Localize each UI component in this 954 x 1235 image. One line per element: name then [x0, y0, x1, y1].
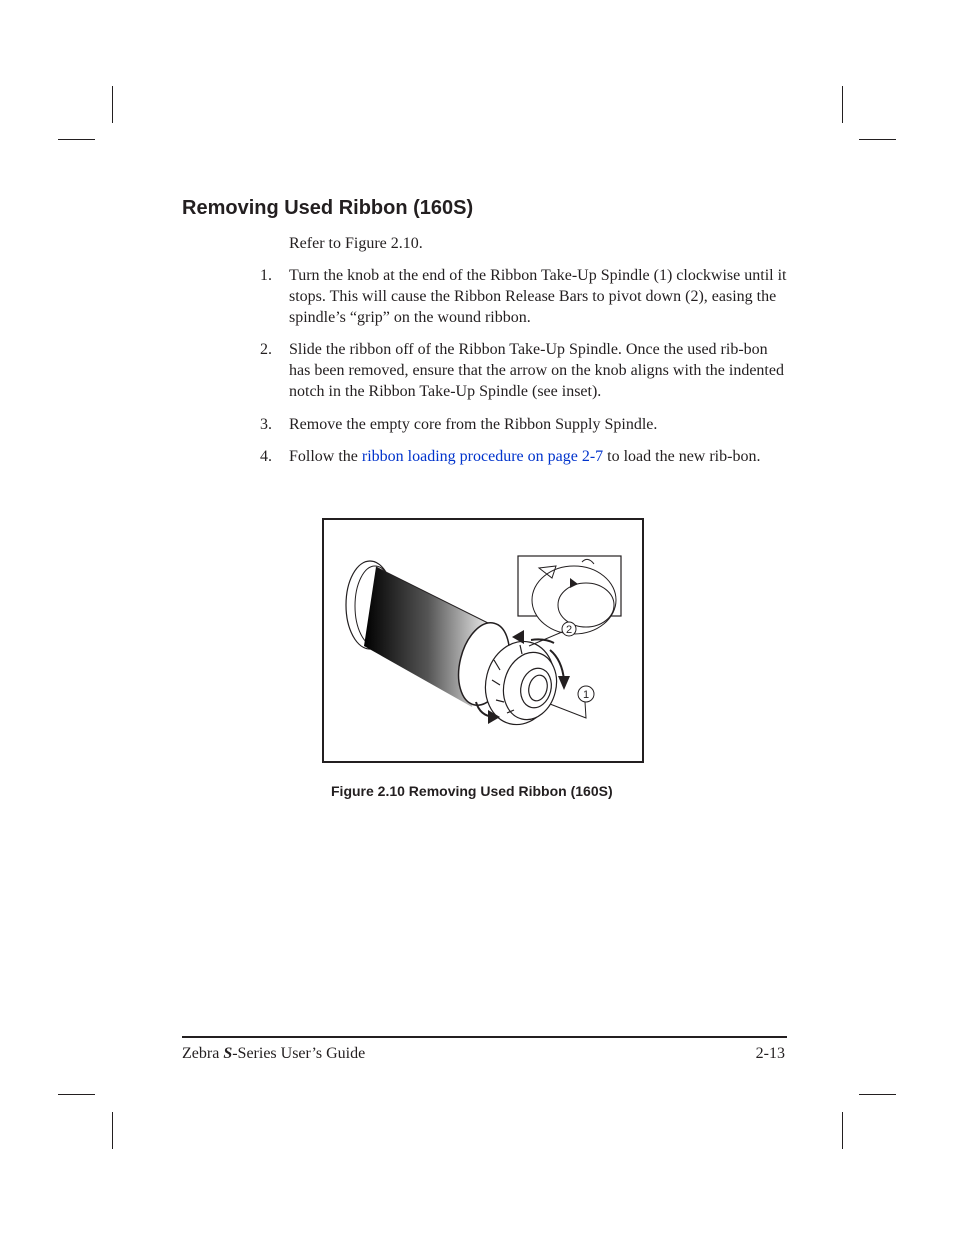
- footer-brand: Zebra: [182, 1045, 224, 1062]
- step-text: Slide the ribbon off of the Ribbon Take-Up Spindle. Once the used rib-bon has been removed, ensure that the arrow on the knob aligns with the indented notch in the Ribbon Take-Up Spindle (see inset).: [289, 341, 784, 400]
- crop-mark: [859, 139, 896, 140]
- callout-label: 1: [582, 689, 590, 701]
- ribbon-loading-link[interactable]: ribbon loading procedure on page 2-7: [361, 448, 604, 465]
- crop-mark: [842, 1112, 843, 1149]
- callout-1: [550, 686, 594, 718]
- step-number: 3.: [260, 416, 272, 433]
- footer-series-letter: S: [223, 1045, 233, 1062]
- crop-mark: [112, 86, 113, 123]
- step-text-post: to load the new rib-bon.: [603, 448, 761, 465]
- crop-mark: [58, 1094, 95, 1095]
- footer-guide-title: [182, 1045, 365, 1063]
- section-title: Removing Used Ribbon (160S): [182, 197, 474, 219]
- step-text: [289, 446, 787, 467]
- step-number: 4.: [260, 448, 272, 465]
- footer-guide-name: -Series User’s Guide: [232, 1045, 366, 1062]
- crop-mark: [58, 139, 95, 140]
- step-number: 2.: [260, 341, 272, 358]
- step-text-pre: Follow the: [289, 448, 362, 465]
- figure-caption: Figure 2.10 Removing Used Ribbon (160S): [331, 783, 613, 799]
- step-number: 1.: [260, 267, 272, 284]
- page-number: 2-13: [755, 1045, 785, 1062]
- crop-mark: [859, 1094, 896, 1095]
- figure-box: [322, 518, 644, 763]
- step-text: Turn the knob at the end of the Ribbon Take-Up Spindle (1) clockwise until it stops. This will cause the Ribbon Release Bars to pivot down (2), easing the spindle’s “grip” on the wound ribbon.: [289, 267, 787, 326]
- ribbon-spindle-illustration: [324, 520, 642, 761]
- crop-mark: [842, 86, 843, 123]
- intro-text: Refer to Figure 2.10.: [289, 235, 423, 252]
- crop-mark: [112, 1112, 113, 1149]
- step-text: Remove the empty core from the Ribbon Supply Spindle.: [289, 416, 658, 433]
- callout-label: 2: [565, 624, 573, 636]
- footer-rule: [182, 1036, 787, 1038]
